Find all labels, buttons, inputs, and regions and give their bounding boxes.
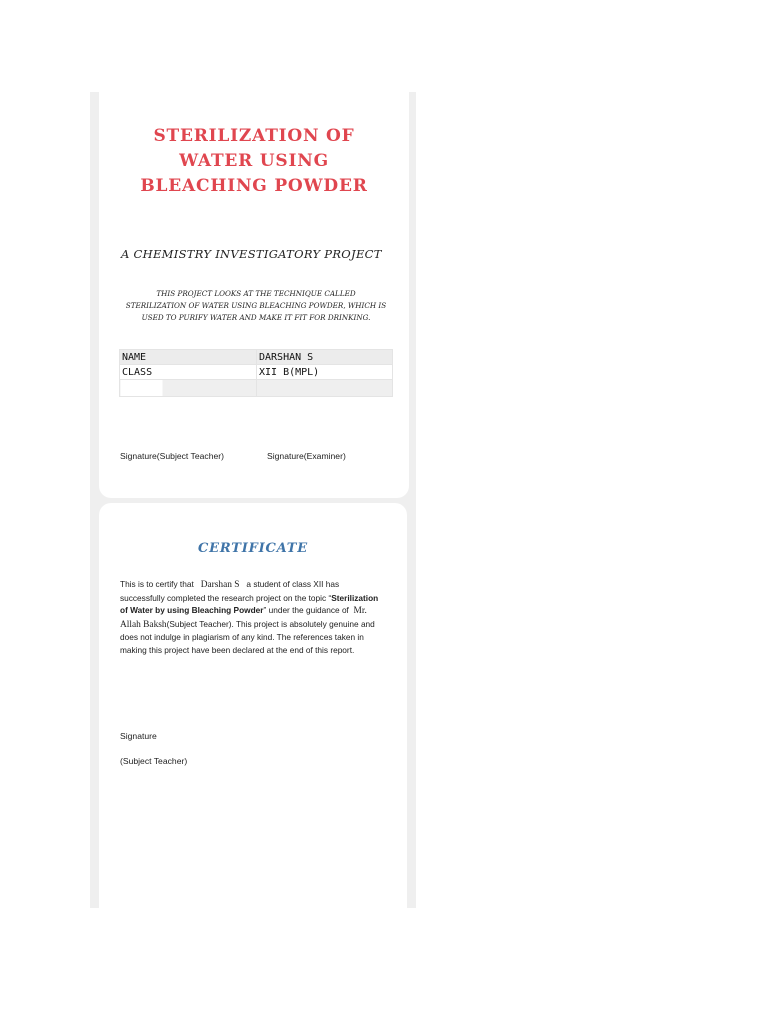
certificate-text-2: a student of class XII has successfully completed the research project on the topic “ (120, 579, 340, 603)
certificate-body (120, 578, 382, 657)
signature-subject-teacher: Signature(Subject Teacher) (120, 451, 224, 461)
class-label: CLASS (120, 365, 257, 380)
project-title (99, 124, 409, 199)
project-topic: Sterilization of Water by using Bleaching Powder (120, 592, 379, 616)
signature-role: (Subject Teacher) (120, 756, 188, 766)
project-subtitle: A CHEMISTRY INVESTIGATORY PROJECT (121, 247, 382, 261)
name-label: NAME (120, 350, 257, 365)
table-row (120, 350, 393, 365)
class-value: XII B(MPL) (257, 365, 393, 380)
empty-cell (257, 380, 393, 397)
teacher-name: Mr. Allah Baksh (120, 606, 367, 630)
student-name: Darshan S (200, 580, 240, 590)
abstract-line-2: STERILIZATION OF WATER USING BLEACHING POWDER, WHICH IS (125, 301, 387, 310)
student-info-table (119, 349, 393, 397)
abstract-line-1: THIS PROJECT LOOKS AT THE TECHNIQUE CALLED (156, 289, 356, 298)
certificate-text-1: This is to certify that (120, 579, 194, 589)
certificate-page (99, 503, 407, 913)
certificate-text-4: (Subject Teacher). This project is absolutely genuine and does not indulge in plagiarism of any kind. The references taken in making this project have been declared at the end of this report. (120, 618, 375, 655)
name-value: DARSHAN S (257, 350, 393, 365)
signature-label: Signature (120, 731, 157, 741)
redacted-cell (120, 380, 257, 397)
title-line-3: BLEACHING POWDER (140, 176, 368, 196)
title-line-1: STERILIZATION OF (153, 126, 355, 146)
certificate-heading: CERTIFICATE (197, 541, 308, 556)
table-row (120, 365, 393, 380)
project-abstract (117, 288, 395, 324)
signature-examiner: Signature(Examiner) (267, 451, 346, 461)
title-line-2: WATER USING (179, 151, 329, 171)
table-row (120, 380, 393, 397)
certificate-text-3: ” under the guidance of (263, 605, 349, 616)
abstract-line-3: USED TO PURIFY WATER AND MAKE IT FIT FOR DRINKING. (141, 313, 371, 322)
title-page (99, 92, 409, 498)
